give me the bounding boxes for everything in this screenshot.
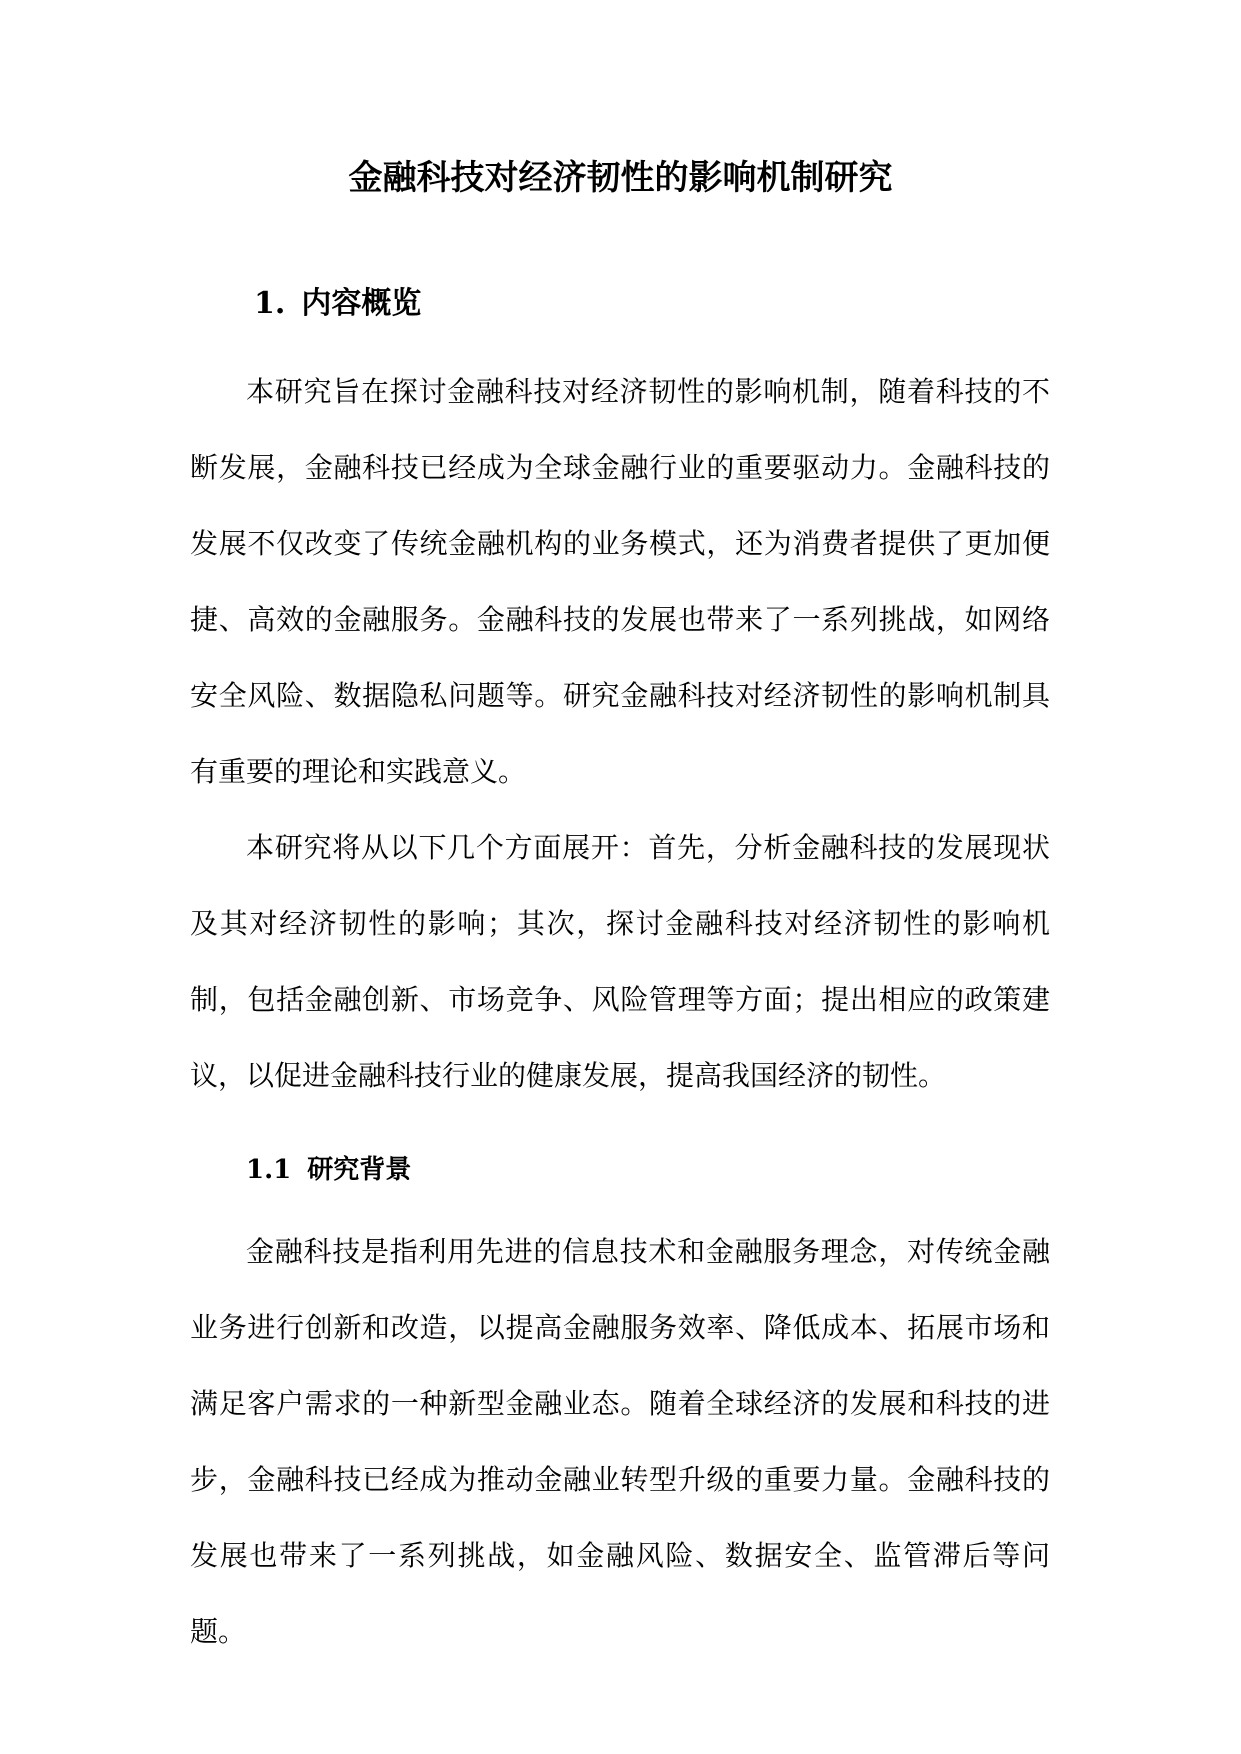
subsection-title: 研究背景	[307, 1155, 412, 1185]
section-number: 1.	[254, 286, 286, 321]
body-paragraph-3: 金融科技是指利用先进的信息技术和金融服务理念，对传统金融业务进行创新和改造，以提高金融服务效率、降低成本、拓展市场和满足客户需求的一种新型金融业态。随着全球经济的发展和科技的进步，金融科技已经成为推动金融业转型升级的重要力量。金融科技的发展也带来了一系列挑战，如金融风险、数据安全、监管滞后等问题。	[190, 1235, 1050, 1648]
document-title: 金融科技对经济韧性的影响机制研究	[348, 158, 893, 198]
subsection-heading-1-1	[246, 1147, 411, 1193]
section-heading-1	[254, 280, 421, 328]
body-paragraph-2: 本研究将从以下几个方面展开：首先，分析金融科技的发展现状及其对经济韧性的影响；其次，探讨金融科技对经济韧性的影响机制，包括金融创新、市场竞争、风险管理等方面；提出相应的政策建议，以促进金融科技行业的健康发展，提高我国经济的韧性。	[190, 831, 1050, 1092]
body-paragraph-1: 本研究旨在探讨金融科技对经济韧性的影响机制，随着科技的不断发展，金融科技已经成为全球金融行业的重要驱动力。金融科技的发展不仅改变了传统金融机构的业务模式，还为消费者提供了更加便捷、高效的金融服务。金融科技的发展也带来了一系列挑战，如网络安全风险、数据隐私问题等。研究金融科技对经济韧性的影响机制具有重要的理论和实践意义。	[190, 375, 1050, 788]
subsection-number: 1.1	[246, 1155, 292, 1185]
section-title: 内容概览	[301, 286, 422, 321]
